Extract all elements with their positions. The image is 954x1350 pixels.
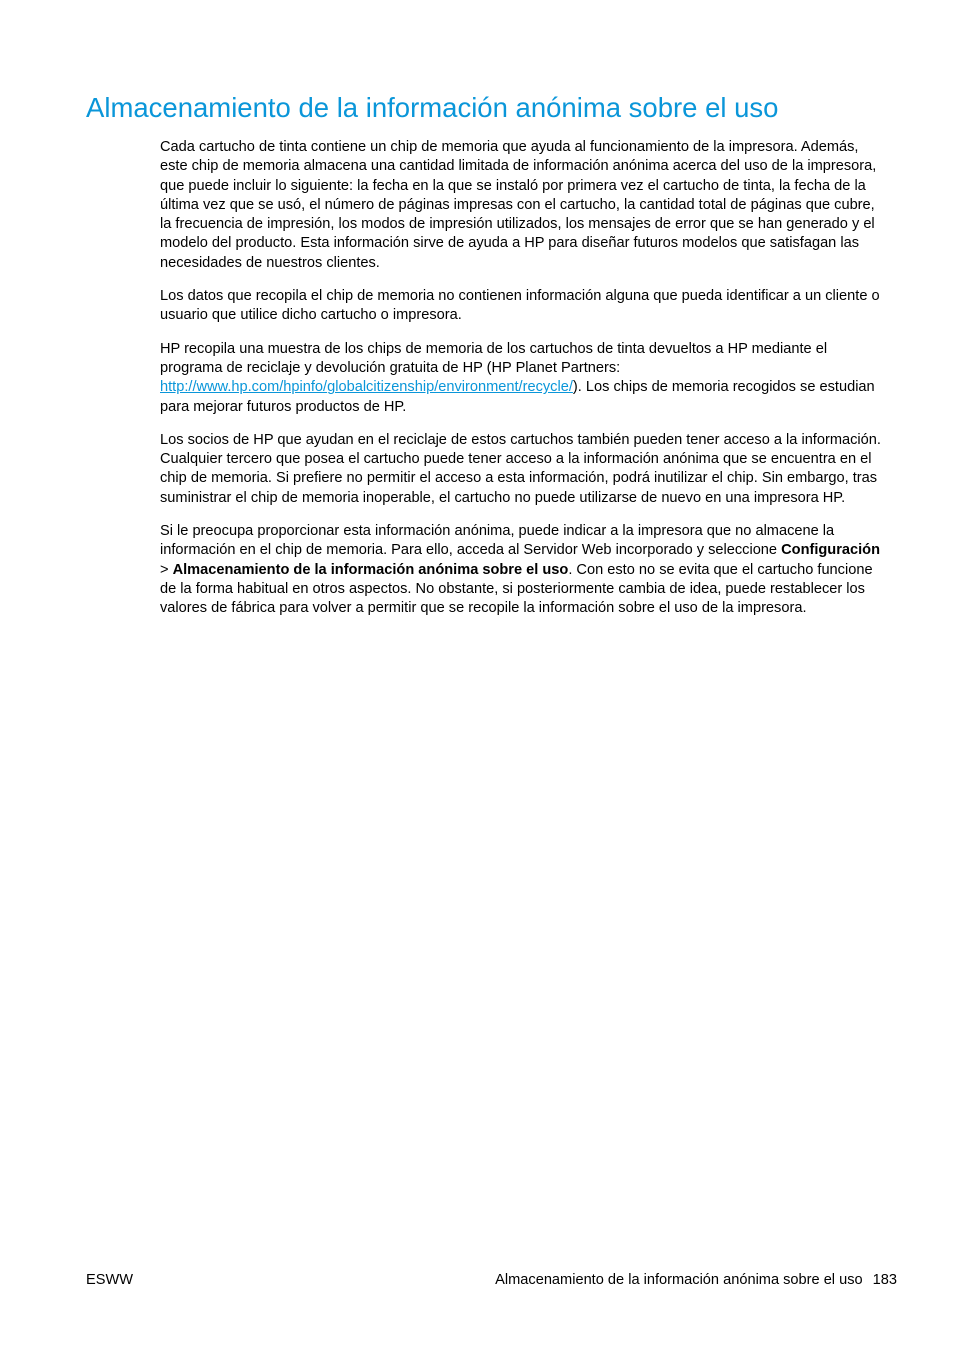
paragraph-privacy: Los datos que recopila el chip de memoria no contienen información alguna que pueda identificar a un cliente o usuario que utilice dicho cartucho o impresora. (160, 288, 880, 324)
menu-separator: > (160, 561, 173, 578)
page-number: 183 (872, 1272, 897, 1288)
recycle-link-part1: http://www.hp.com/hpinfo/ (160, 379, 328, 396)
paragraph-settings (160, 522, 890, 618)
footer-right (495, 1271, 897, 1290)
paragraph-recycling-text-end: ). Los chips de memoria recogidos se estudian para mejorar futuros productos de HP. (160, 379, 875, 415)
recycle-link-part2: globalcitizenship/environment/recycle/ (327, 379, 573, 396)
recycle-link[interactable] (160, 379, 573, 395)
footer-language-code: ESWW (86, 1272, 134, 1288)
page-title: Almacenamiento de la información anónima sobre el uso (86, 92, 779, 123)
paragraph-recycling (160, 340, 890, 417)
body-text (160, 138, 890, 633)
settings-menu-label: Configuración (781, 542, 881, 559)
anonymous-usage-menu-label: Almacenamiento de la información anónima sobre el uso (172, 561, 569, 578)
paragraph-settings-text: Si le preocupa proporcionar esta información anónima, puede indicar a la impresora que no almacene la información en el chip de memoria. Para ello, acceda al Servidor Web incorporado y seleccione (160, 523, 835, 559)
paragraph-chip-info: Cada cartucho de tinta contiene un chip de memoria que ayuda al funcionamiento de la impresora. Además, este chip de memoria almacena una cantidad limitada de información anónima acerca del uso de la impresora, que puede incluir lo siguiente: la fecha en la que se instaló por primera vez el cartucho de tinta, la fecha de la última vez que se usó, el número de páginas impresas con el cartucho, la cantidad total de páginas que cubre, la frecuencia de impresión, los modos de impresión utilizados, los mensajes de error que se han generado y el modelo del producto. Esta información sirve de ayuda a HP para diseñar futuros modelos que satisfagan las necesidades de nuestros clientes. (160, 139, 877, 271)
paragraph-settings-text-end: . Con esto no se evita que el cartucho funcione de la forma habitual en otros aspectos. No obstante, si posteriormente cambia de idea, puede restablecer los valores de fábrica para volver a permitir que se recopile la información sobre el uso de la impresora. (160, 561, 873, 617)
footer-section-title: Almacenamiento de la información anónima sobre el uso (495, 1272, 863, 1288)
paragraph-partners: Los socios de HP que ayudan en el reciclaje de estos cartuchos también pueden tener acceso a la información. Cualquier tercero que posea el cartucho puede tener acceso a la información anónima que se encuentra en el chip de memoria. Si prefiere no permitir el acceso a esta información, podrá inutilizar el chip. Sin embargo, tras suministrar el chip de memoria inoperable, el cartucho no puede utilizarse de nuevo en una impresora HP. (160, 431, 881, 506)
paragraph-recycling-text: HP recopila una muestra de los chips de memoria de los cartuchos de tinta devueltos a HP mediante el programa de reciclaje y devolución gratuita de HP (HP Planet Partners: (160, 340, 828, 376)
